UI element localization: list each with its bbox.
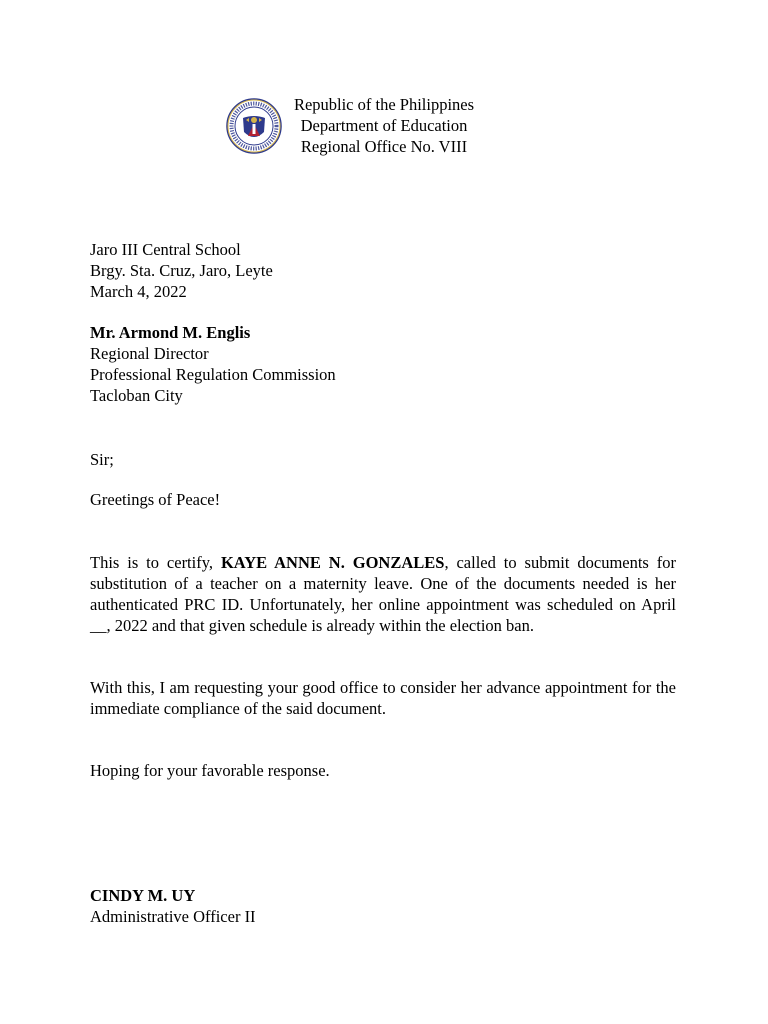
- letterhead: [222, 94, 522, 158]
- greeting: Greetings of Peace!: [90, 490, 221, 509]
- signatory-position: Administrative Officer II: [90, 907, 256, 926]
- recipient-city: Tacloban City: [90, 386, 183, 405]
- agency-heading: [276, 94, 492, 157]
- salutation: Sir;: [90, 450, 114, 469]
- body-paragraph-request: With this, I am requesting your good office to consider her advance appointment for the immediate compliance of the said document.: [90, 678, 676, 718]
- certification-prefix: This is to certify,: [90, 553, 221, 572]
- sender-address: Brgy. Sta. Cruz, Jaro, Leyte: [90, 261, 273, 280]
- sender-school: Jaro III Central School: [90, 240, 241, 259]
- certified-person-name: KAYE ANNE N. GONZALES: [220, 553, 445, 572]
- closing-line: Hoping for your favorable response.: [90, 761, 330, 780]
- body-paragraph-certification: [90, 552, 676, 636]
- recipient-office: Professional Regulation Commission: [90, 365, 336, 384]
- recipient-title: Regional Director: [90, 344, 209, 363]
- letter-date: March 4, 2022: [90, 282, 187, 301]
- agency-line-region: Regional Office No. VIII: [300, 137, 468, 156]
- agency-line-republic: Republic of the Philippines: [293, 95, 475, 114]
- certification-details: , called to submit documents for substitution of a teacher on a maternity leave. One of the documents needed is her authenticated PRC ID. Unfortunately, her online appointment was scheduled on April __, 2022 and that given schedule is already within the election ban.: [90, 553, 677, 635]
- deped-seal-icon: [226, 98, 282, 154]
- signatory-name: CINDY M. UY: [90, 886, 196, 905]
- recipient-name: Mr. Armond M. Englis: [90, 323, 251, 342]
- agency-line-department: Department of Education: [300, 116, 468, 135]
